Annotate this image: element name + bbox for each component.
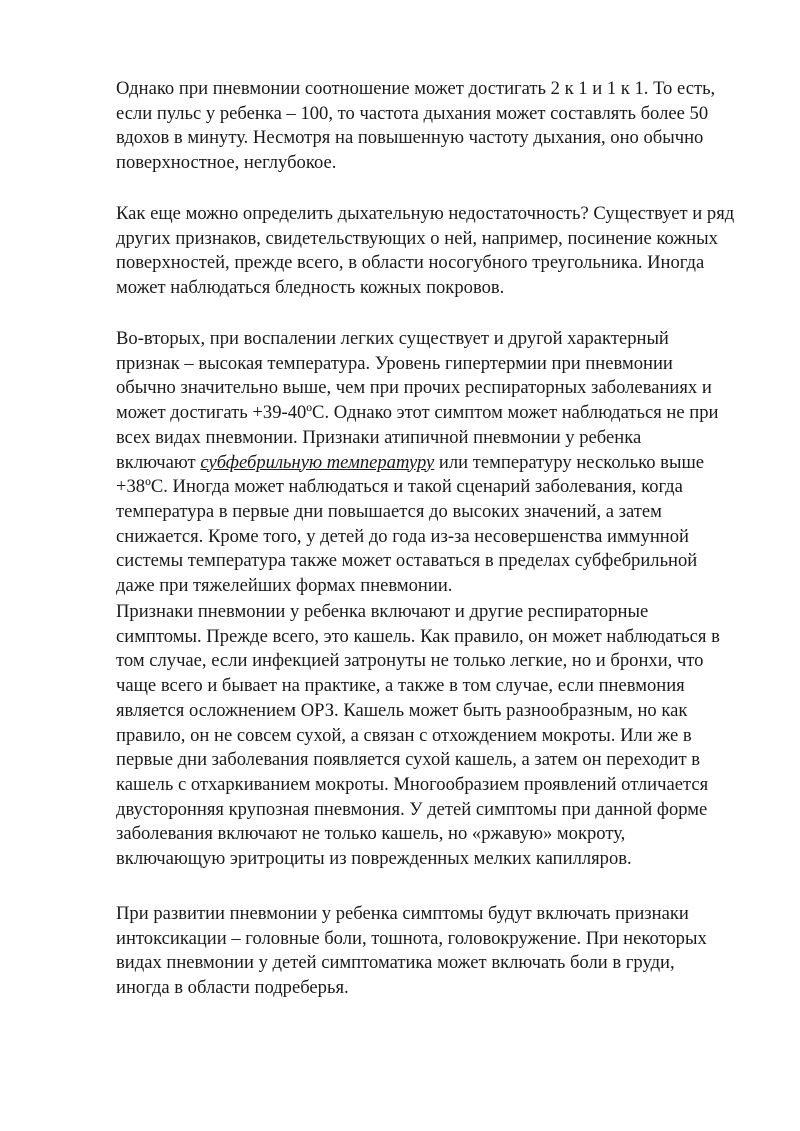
text-line: системы температура также может оставаться в пределах субфебрильной (116, 550, 698, 572)
text-line: обычно значительно выше, чем при прочих респираторных заболеваниях и (116, 377, 712, 399)
paragraph-cough (116, 600, 756, 872)
text-line: том случае, если инфекцией затронуты не только легкие, но и бронхи, что (116, 650, 704, 672)
subfebrile-temperature-link[interactable]: субфебрильную температуру (200, 451, 435, 473)
text-line: Как еще можно определить дыхательную недостаточность? Существует и ряд (116, 203, 735, 224)
text-line: может наблюдаться бледность кожных покровов. (116, 277, 505, 299)
text-line: При развитии пневмонии у ребенка симптомы будут включать признаки (116, 903, 689, 924)
text-line: кашель с отхаркиванием мокроты. Многообразием проявлений отличается (116, 773, 709, 795)
text-line: всех видах пневмонии. Признаки атипичной пневмонии у ребенка (116, 426, 642, 448)
text-line: может достигать +39-40ºС. Однако этот симптом может наблюдаться не при (116, 402, 719, 424)
text-line: является осложнением ОРЗ. Кашель может быть разнообразным, но как (116, 699, 688, 721)
link-suffix: или температуру несколько выше (434, 451, 705, 473)
text-line: чаще всего и бывает на практике, а также в том случае, если пневмония (116, 675, 685, 697)
text-line: вдохов в минуту. Несмотря на повышенную частоту дыхания, оно обычно (116, 127, 704, 149)
text-line: признак – высокая температура. Уровень гипертермии при пневмонии (116, 352, 673, 374)
text-line: видах пневмонии у детей симптоматика может включать боли в груди, (116, 952, 675, 974)
text-line: других признаков, свидетельствующих о ней, например, посинение кожных (116, 227, 718, 249)
text-line: интоксикации – головные боли, тошнота, головокружение. При некоторых (116, 927, 707, 949)
text-line: +38ºС. Иногда может наблюдаться и такой сценарий заболевания, когда (116, 476, 683, 498)
text-line: поверхностей, прежде всего, в области носогубного треугольника. Иногда (116, 252, 705, 274)
text-line: Признаки пневмонии у ребенка включают и другие респираторные (116, 601, 649, 622)
text-line: если пульс у ребенка – 100, то частота дыхания может составлять более 50 (116, 102, 709, 124)
text-line: температура в первые дни повышается до высоких значений, а затем (116, 500, 662, 522)
text-line: поверхностное, неглубокое. (116, 152, 337, 174)
text-line: даже при тяжелейших формах пневмонии. (116, 575, 453, 597)
text-line: симптомы. Прежде всего, это кашель. Как правило, он может наблюдаться в (116, 625, 720, 647)
paragraph-temperature (116, 327, 756, 599)
text-line: Во-вторых, при воспалении легких существует и другой характерный (116, 328, 669, 349)
paragraph-respiration-ratio (116, 77, 756, 176)
link-prefix: включают (116, 451, 201, 473)
text-line: правило, он не совсем сухой, а связан с отхождением мокроты. Или же в (116, 724, 692, 746)
text-line: иногда в области подреберья. (116, 977, 349, 999)
text-line: включающую эритроциты из поврежденных мелких капилляров. (116, 848, 632, 870)
text-line-with-link (116, 451, 756, 476)
paragraph-respiratory-failure (116, 202, 756, 301)
paragraph-intoxication (116, 902, 756, 1001)
text-line: снижается. Кроме того, у детей до года из-за несовершенства иммунной (116, 525, 689, 547)
text-line: двусторонняя крупозная пневмония. У детей симптомы при данной форме (116, 798, 708, 820)
text-line: Однако при пневмонии соотношение может достигать 2 к 1 и 1 к 1. То есть, (116, 78, 716, 99)
text-line: первые дни заболевания появляется сухой кашель, а затем он переходит в (116, 749, 701, 771)
text-line: заболевания включают не только кашель, но «ржавую» мокроту, (116, 823, 626, 845)
